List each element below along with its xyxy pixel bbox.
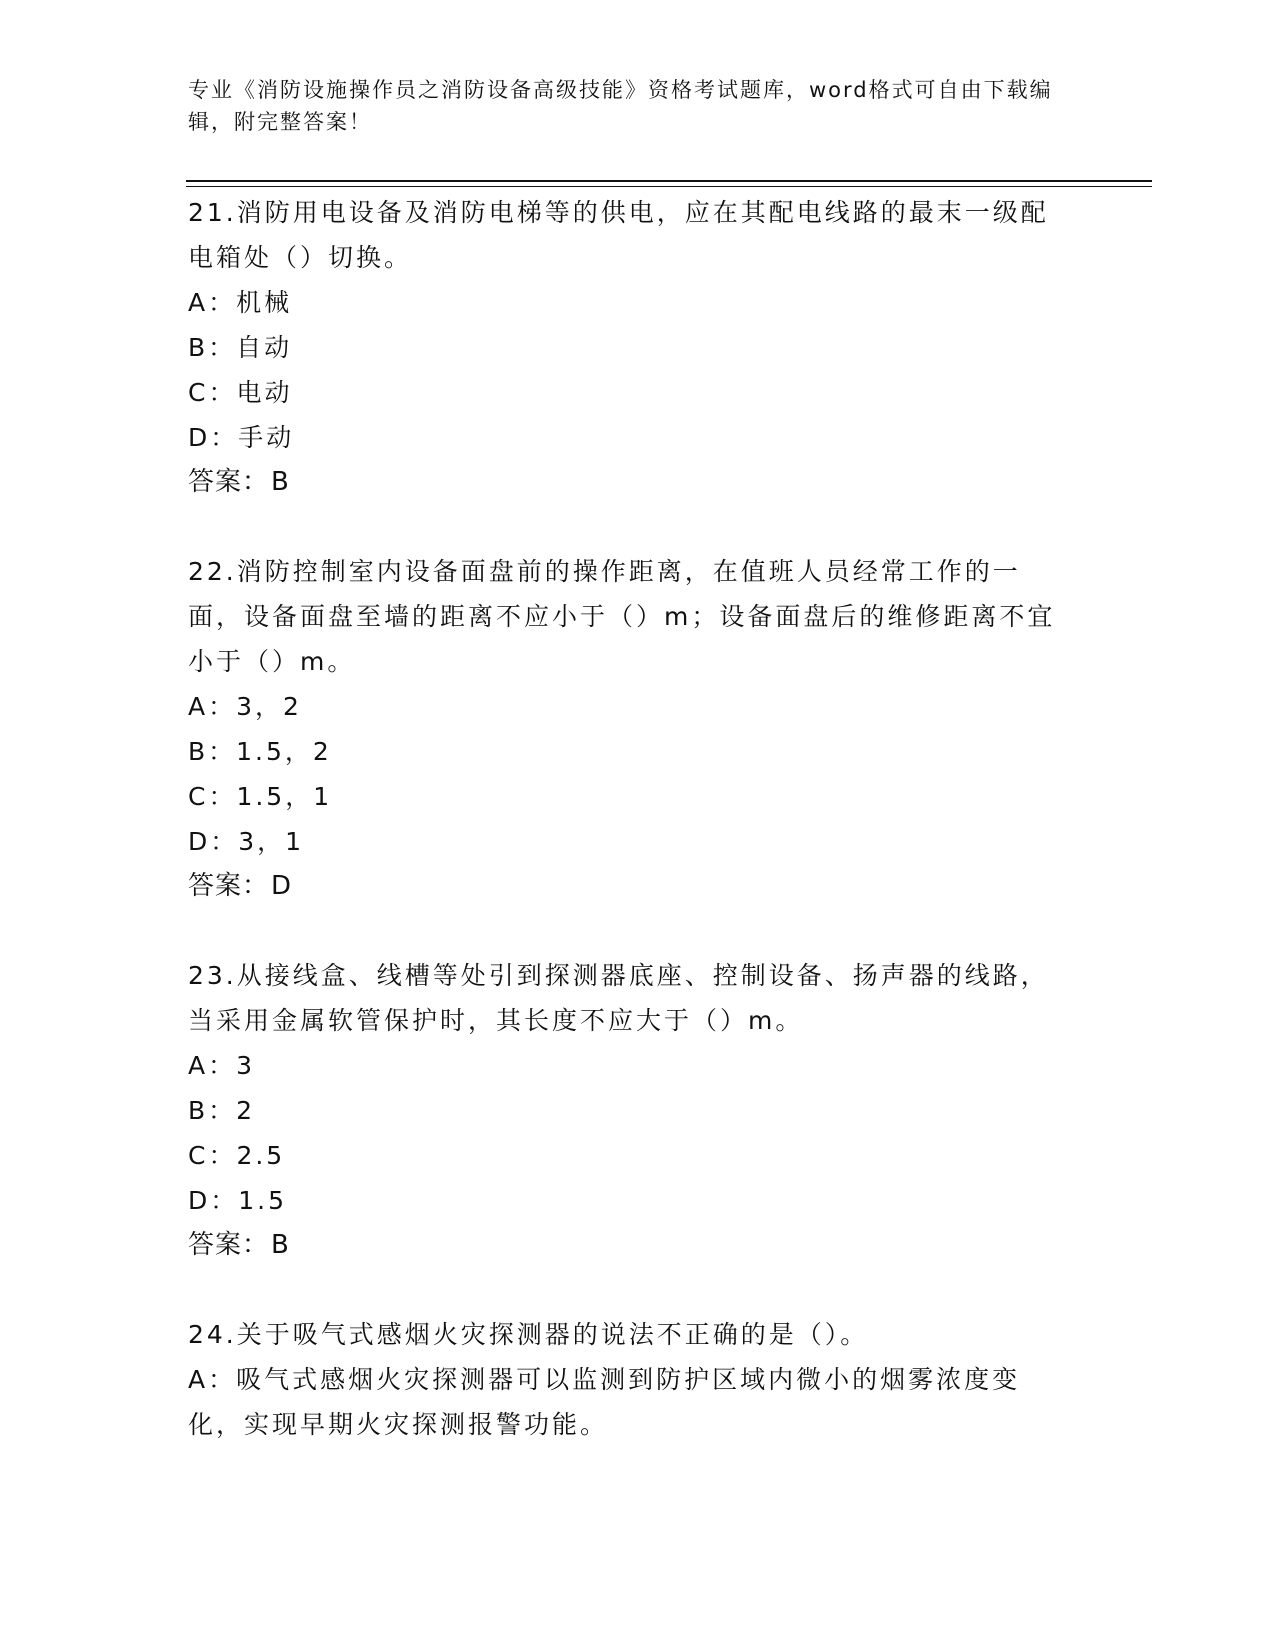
answer-label: 答案： — [188, 871, 270, 901]
answer-value: B — [271, 1230, 290, 1260]
question-23 — [188, 953, 1068, 1268]
header-divider-top — [186, 180, 1152, 182]
option-c: C：1.5，1 — [188, 782, 333, 811]
question-21 — [188, 190, 1068, 505]
option-d: D：1.5 — [188, 1186, 288, 1215]
option-d: D：手动 — [188, 423, 295, 452]
document-header: 专业《消防设施操作员之消防设备高级技能》资格考试题库，word格式可自由下载编辑，附完整答案！ — [188, 78, 1053, 134]
answer-label: 答案： — [188, 1230, 270, 1260]
option-a: A：3，2 — [188, 692, 302, 721]
option-b: B：自动 — [188, 333, 293, 362]
option-a: A：机械 — [188, 288, 293, 317]
header-divider-bottom — [186, 186, 1152, 187]
answer-value: B — [271, 467, 290, 497]
question-22 — [188, 549, 1068, 909]
option-d: D：3，1 — [188, 827, 305, 856]
question-stem: 24.关于吸气式感烟火灾探测器的说法不正确的是（）。 — [188, 1320, 869, 1349]
option-b: B：2 — [188, 1096, 256, 1125]
option-c: C：2.5 — [188, 1141, 286, 1170]
question-stem: 21.消防用电设备及消防电梯等的供电，应在其配电线路的最末一级配电箱处（）切换。 — [188, 198, 1049, 272]
option-a: A：吸气式感烟火灾探测器可以监测到防护区域内微小的烟雾浓度变化，实现早期火灾探测报警功能。 — [188, 1365, 1021, 1439]
option-b: B：1.5，2 — [188, 737, 332, 766]
question-24 — [188, 1312, 1068, 1447]
option-a: A：3 — [188, 1051, 256, 1080]
question-stem: 22.消防控制室内设备面盘前的操作距离，在值班人员经常工作的一面，设备面盘至墙的距离不应小于（）m；设备面盘后的维修距离不宜小于（）m。 — [188, 557, 1056, 676]
option-c: C：电动 — [188, 378, 293, 407]
answer-line — [188, 460, 1068, 505]
question-list — [188, 190, 1068, 1491]
answer-line — [188, 864, 1068, 909]
answer-value: D — [271, 871, 293, 901]
answer-line — [188, 1223, 1068, 1268]
answer-label: 答案： — [188, 467, 270, 497]
question-stem: 23.从接线盒、线槽等处引到探测器底座、控制设备、扬声器的线路，当采用金属软管保护时，其长度不应大于（）m。 — [188, 961, 1049, 1035]
